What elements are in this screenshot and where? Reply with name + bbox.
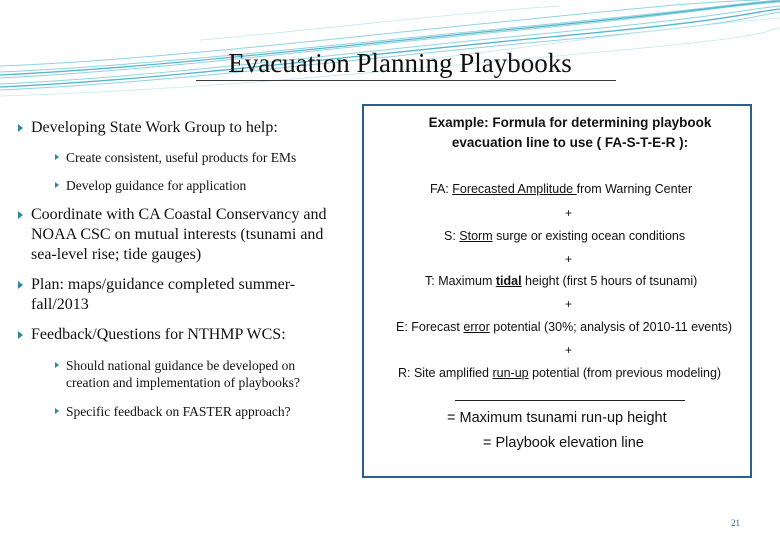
formula-fa-term: Forecasted Amplitude [452, 182, 577, 196]
formula-fa-rest: from Warning Center [576, 182, 693, 196]
bullet-arrow-icon [18, 211, 23, 219]
sub-bullet-products: Create consistent, useful products for EMs [66, 150, 297, 165]
sub-bullet-arrow-icon [55, 154, 59, 160]
example-heading-line2: evacuation line to use ( FA-S-T-E-R ): [451, 135, 689, 150]
formula-e-term: error [463, 320, 490, 334]
formula-t-term: tidal [495, 274, 522, 288]
sub-bullet-national-guidance-line1: Should national guidance be developed on [66, 358, 296, 373]
result-max-runup: = Maximum tsunami run-up height [447, 410, 667, 426]
sub-bullet-guidance: Develop guidance for application [66, 178, 247, 193]
bullet-arrow-icon [18, 281, 23, 289]
formula-e-prefix: E: Forecast [396, 320, 464, 334]
formula-r-prefix: R: Site amplified [398, 366, 493, 380]
formula-r [398, 366, 721, 380]
bullet-plan [31, 275, 295, 315]
title-underline [196, 80, 616, 81]
page-number: 21 [731, 518, 740, 528]
sub-bullet-national-guidance-line2: creation and implementation of playbooks? [66, 375, 300, 390]
formula-s-term: Storm [459, 229, 493, 243]
formula-s-prefix: S: [444, 229, 460, 243]
formula-e [396, 320, 732, 334]
sub-bullet-arrow-icon [55, 362, 59, 368]
bullet-plan-line1: Plan: maps/guidance completed summer- [31, 276, 296, 293]
formula-fa-prefix: FA: [430, 182, 453, 196]
bullet-coordinate-line2: NOAA CSC on mutual interests (tsunami and [31, 226, 324, 243]
result-playbook-line: = Playbook elevation line [483, 435, 644, 451]
example-heading-line1: Example: Formula for determining playbook [428, 115, 712, 130]
bullet-arrow-icon [18, 124, 23, 132]
plus-sign: + [565, 206, 573, 220]
sub-bullet-arrow-icon [55, 182, 59, 188]
plus-sign: + [565, 297, 573, 311]
formula-t-rest: height (first 5 hours of tsunami) [521, 274, 698, 288]
plus-sign: + [565, 343, 573, 357]
formula-s [444, 229, 685, 243]
bullet-feedback: Feedback/Questions for NTHMP WCS: [31, 326, 286, 343]
bullet-work-group: Developing State Work Group to help: [31, 119, 278, 136]
bullet-coordinate [31, 205, 327, 265]
formula-r-term: run-up [492, 366, 529, 380]
bullet-coordinate-line1: Coordinate with CA Coastal Conservancy and [31, 206, 327, 223]
sub-bullet-faster: Specific feedback on FASTER approach? [66, 404, 291, 419]
plus-sign: + [565, 252, 573, 266]
example-heading [400, 113, 740, 153]
sub-bullet-national-guidance [66, 357, 300, 391]
formula-t [425, 274, 697, 288]
page-title: Evacuation Planning Playbooks [228, 48, 572, 78]
sub-bullet-arrow-icon [55, 408, 59, 414]
formula-t-prefix: T: Maximum [425, 274, 496, 288]
sum-rule [455, 400, 685, 401]
formula-r-rest: potential (from previous modeling) [528, 366, 722, 380]
formula-fa [430, 182, 692, 196]
bullet-arrow-icon [18, 331, 23, 339]
bullet-coordinate-line3: sea-level rise; tide gauges) [31, 246, 202, 263]
bullet-plan-line2: fall/2013 [31, 296, 89, 313]
formula-e-rest: potential (30%; analysis of 2010-11 events) [489, 320, 733, 334]
formula-s-rest: surge or existing ocean conditions [492, 229, 686, 243]
